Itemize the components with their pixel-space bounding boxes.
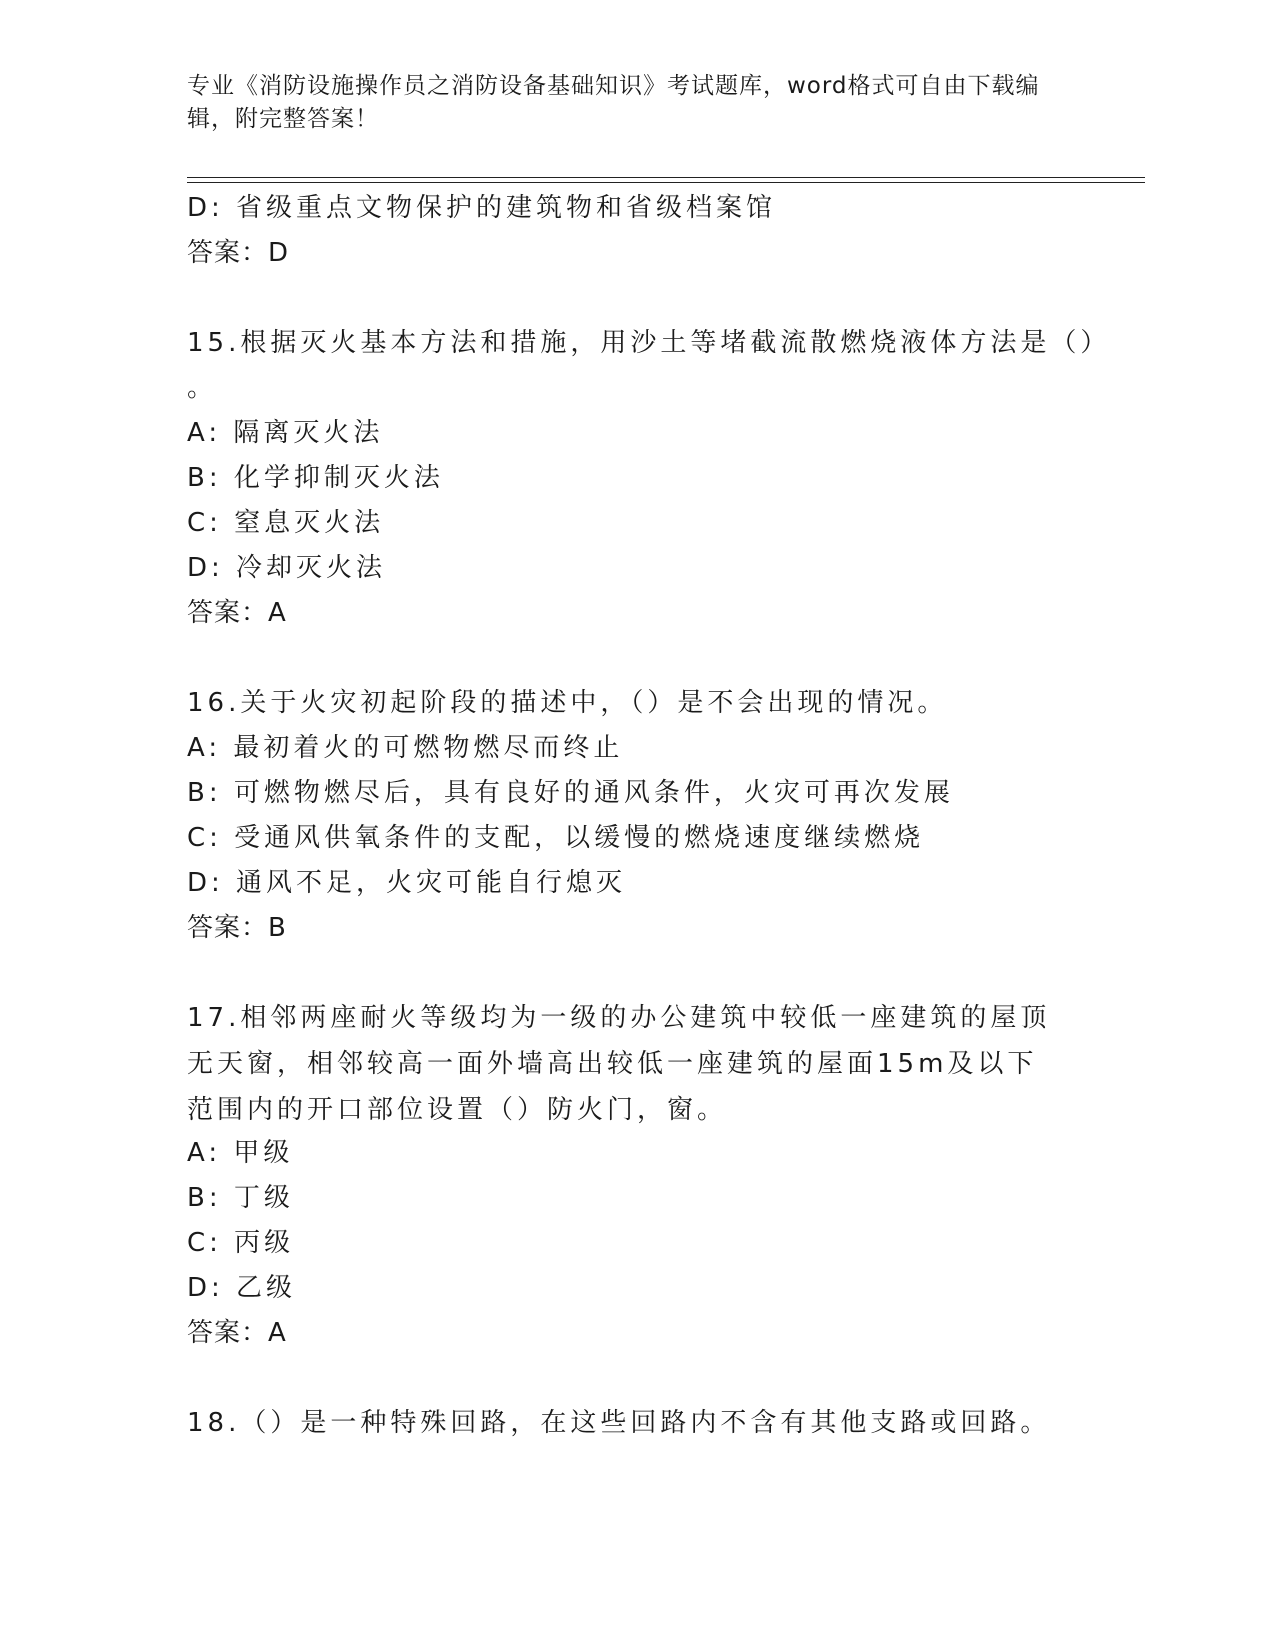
document-header: 专业《消防设施操作员之消防设备基础知识》考试题库，word格式可自由下载编辑，附完整答案！ (187, 73, 1040, 132)
question-16-option-b: B: 可燃物燃尽后，具有良好的通风条件，火灾可再次发展 (187, 778, 954, 808)
question-16-stem: 16.关于火灾初起阶段的描述中，（）是不会出现的情况。 (187, 688, 948, 718)
header-divider-top (187, 177, 1145, 178)
question-16-option-c: C: 受通风供氧条件的支配，以缓慢的燃烧速度继续燃烧 (187, 823, 925, 853)
question-16-option-d: D: 通风不足，火灾可能自行熄灭 (187, 868, 627, 898)
prev-question-option-d: D: 省级重点文物保护的建筑物和省级档案馆 (187, 193, 777, 223)
question-17-stem: 17.相邻两座耐火等级均为一级的办公建筑中较低一座建筑的屋顶无天窗，相邻较高一面外墙高出较低一座建筑的屋面15m及以下范围内的开口部位设置（）防火门，窗。 (187, 1003, 1051, 1125)
question-17-answer: 答案：A (187, 1318, 287, 1348)
question-16-option-a: A: 最初着火的可燃物燃尽而终止 (187, 733, 624, 763)
question-18-stem: 18.（）是一种特殊回路，在这些回路内不含有其他支路或回路。 (187, 1408, 1051, 1438)
question-17-option-b: B: 丁级 (187, 1183, 294, 1213)
question-15-stem: 15.根据灭火基本方法和措施，用沙土等堵截流散燃烧液体方法是（） (187, 328, 1111, 358)
question-15-option-d: D: 冷却灭火法 (187, 553, 387, 583)
question-15-stem-cont: 。 (187, 373, 218, 403)
question-15-option-c: C: 窒息灭火法 (187, 508, 385, 538)
question-17-option-a: A: 甲级 (187, 1138, 294, 1168)
question-15-option-b: B: 化学抑制灭火法 (187, 463, 444, 493)
header-divider-bottom (187, 182, 1145, 183)
question-15-option-a: A: 隔离灭火法 (187, 418, 384, 448)
question-17-option-d: D: 乙级 (187, 1273, 297, 1303)
question-17-option-c: C: 丙级 (187, 1228, 295, 1258)
question-15-answer: 答案：A (187, 598, 287, 628)
prev-question-answer: 答案：D (187, 238, 290, 268)
question-16-answer: 答案：B (187, 913, 287, 943)
